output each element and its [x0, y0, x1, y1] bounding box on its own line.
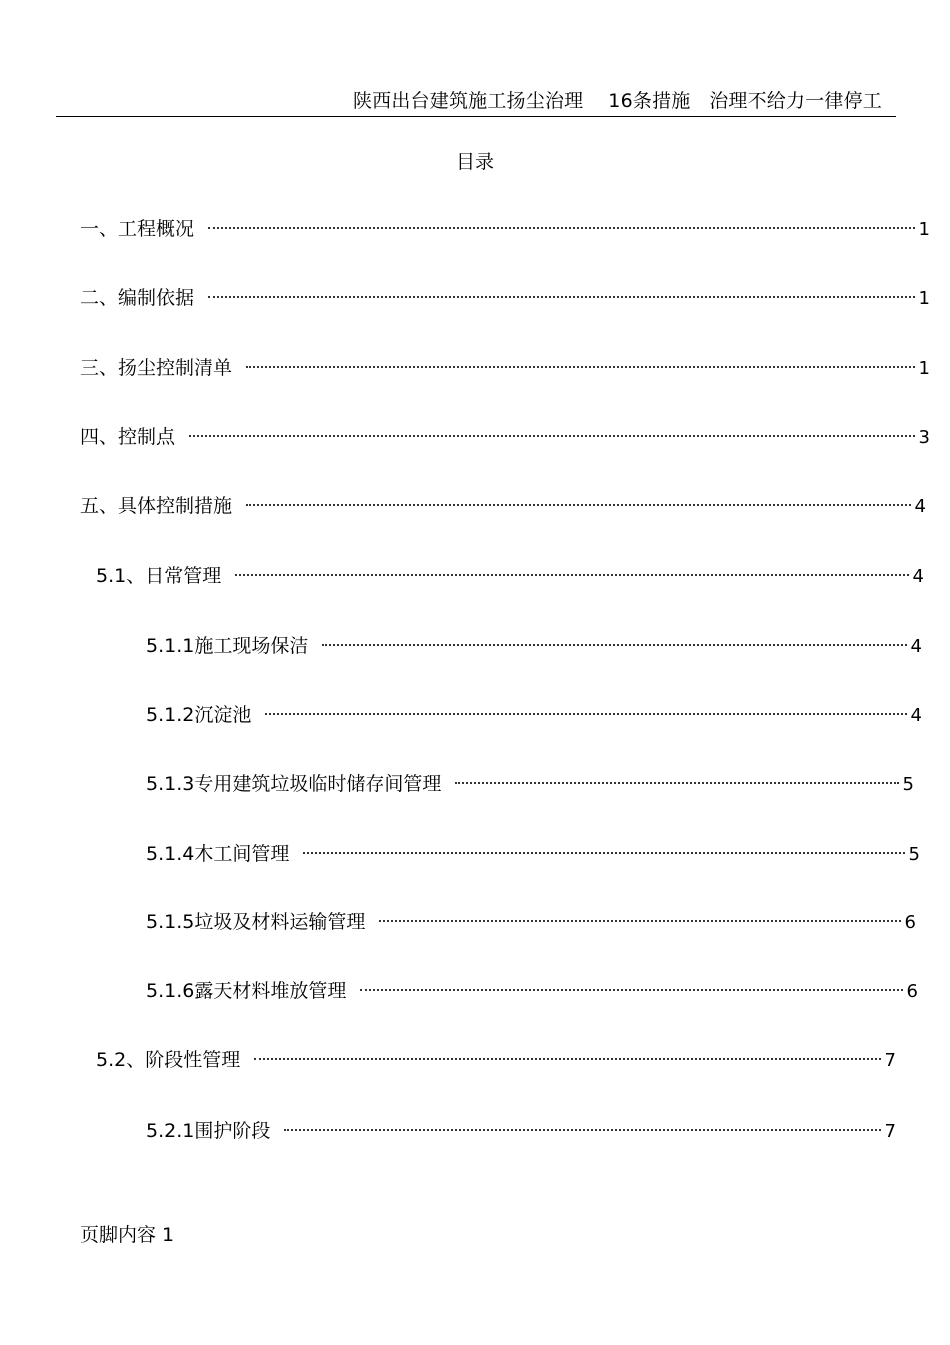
- toc-entry-label: 四、控制点: [80, 426, 176, 448]
- toc-dot-leader: [208, 296, 915, 298]
- toc-dot-leader: [284, 1129, 880, 1131]
- page-header-title: 陕西出台建筑施工扬尘治理 16条措施 治理不给力一律停工: [352, 90, 882, 112]
- toc-entry-label: 五、具体控制措施: [80, 495, 233, 517]
- toc-entry-page: 3: [918, 427, 930, 448]
- toc-entry-page: 5: [902, 774, 914, 795]
- toc-entry-label: 5.1.5垃圾及材料运输管理: [146, 911, 366, 933]
- toc-dot-leader: [265, 713, 906, 715]
- toc-entry-page: 4: [912, 566, 924, 587]
- toc-entry[interactable]: [146, 701, 922, 729]
- toc-entry-label: 二、编制依据: [80, 287, 195, 309]
- toc-entry[interactable]: [96, 1046, 896, 1074]
- toc-dot-leader: [254, 1058, 880, 1060]
- toc-dot-leader: [208, 227, 915, 229]
- toc-entry[interactable]: [80, 284, 930, 312]
- toc-entry-label: 5.1、日常管理: [96, 565, 222, 587]
- toc-entry-page: 1: [918, 288, 930, 309]
- toc-entry-label: 5.1.1施工现场保洁: [146, 635, 309, 657]
- toc-dot-leader: [189, 435, 915, 437]
- toc-entry-page: 4: [910, 636, 922, 657]
- toc-dot-leader: [246, 504, 911, 506]
- toc-entry-page: 5: [908, 844, 920, 865]
- toc-dot-leader: [303, 852, 904, 854]
- toc-entry[interactable]: [80, 492, 926, 520]
- header-divider: [56, 116, 896, 117]
- toc-entry-page: 7: [884, 1050, 896, 1071]
- toc-entry[interactable]: [146, 1117, 896, 1145]
- toc-entry-label: 5.1.2沉淀池: [146, 704, 252, 726]
- toc-entry-label: 5.1.6露天材料堆放管理: [146, 980, 347, 1002]
- toc-dot-leader: [455, 782, 898, 784]
- toc-entry[interactable]: [146, 908, 916, 936]
- toc-dot-leader: [379, 920, 900, 922]
- page-footer: 页脚内容 1: [80, 1224, 175, 1246]
- toc-entry[interactable]: [80, 215, 930, 243]
- toc-entry[interactable]: [96, 562, 924, 590]
- toc-entry[interactable]: [80, 423, 930, 451]
- toc-entry[interactable]: [146, 632, 922, 660]
- toc-entry-page: 6: [906, 981, 918, 1002]
- toc-entry[interactable]: [146, 770, 914, 798]
- toc-entry-label: 三、扬尘控制清单: [80, 357, 233, 379]
- toc-entry-page: 6: [904, 912, 916, 933]
- toc-entry-page: 1: [918, 219, 930, 240]
- toc-entry-page: 4: [910, 705, 922, 726]
- toc-entry-label: 5.2、阶段性管理: [96, 1049, 241, 1071]
- toc-entry-label: 5.2.1围护阶段: [146, 1120, 271, 1142]
- toc-entry-page: 7: [884, 1121, 896, 1142]
- toc-dot-leader: [246, 366, 915, 368]
- toc-entry-label: 5.1.4木工间管理: [146, 843, 290, 865]
- toc-dot-leader: [322, 644, 906, 646]
- toc-entry-label: 一、工程概况: [80, 218, 195, 240]
- toc-entry-page: 1: [918, 358, 930, 379]
- toc-title: 目录: [455, 151, 494, 173]
- toc-dot-leader: [235, 574, 908, 576]
- toc-dot-leader: [360, 989, 902, 991]
- toc-entry[interactable]: [146, 977, 918, 1005]
- toc-entry-label: 5.1.3专用建筑垃圾临时储存间管理: [146, 773, 442, 795]
- toc-entry[interactable]: [80, 354, 930, 382]
- toc-entry[interactable]: [146, 840, 920, 868]
- toc-entry-page: 4: [914, 496, 926, 517]
